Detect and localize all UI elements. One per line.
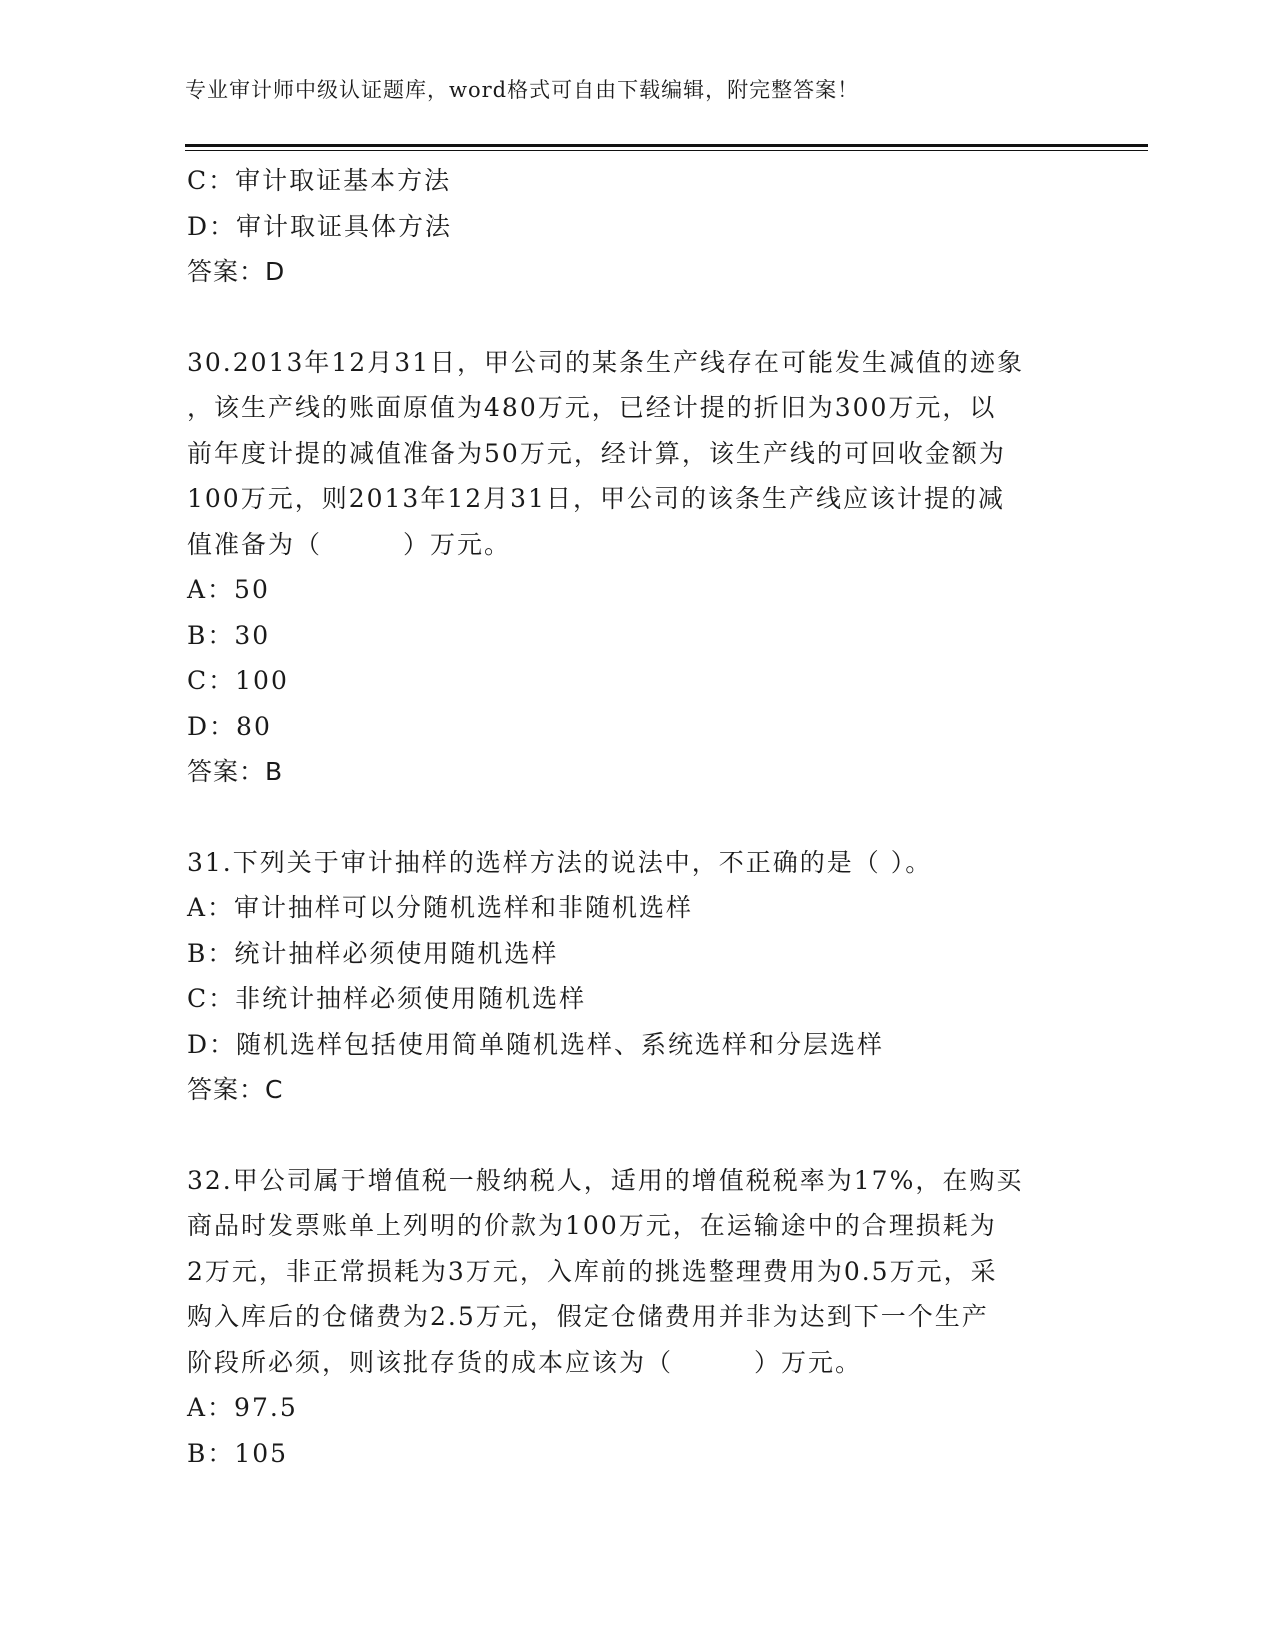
question-stem-line: 购入库后的仓储费为2.5万元，假定仓储费用并非为达到下一个生产 <box>187 1302 989 1331</box>
option-line: C：审计取证基本方法 <box>187 166 452 195</box>
question-content <box>187 158 1087 1476</box>
option-line: D：随机选样包括使用简单随机选样、系统选样和分层选样 <box>187 1029 885 1059</box>
question-stem-line: 前年度计提的减值准备为50万元，经计算，该生产线的可回收金额为 <box>187 438 1006 468</box>
question-stem-line: 32.甲公司属于增值税一般纳税人，适用的增值税税率为17%，在购买 <box>187 1165 1024 1195</box>
option-line: B：30 <box>187 620 271 650</box>
option-line: A：50 <box>187 575 270 604</box>
answer-line: 答案：D <box>187 257 286 286</box>
question-stem-line: 值准备为（ ）万元。 <box>187 529 512 559</box>
document-header-note: 专业审计师中级认证题库，word格式可自由下载编辑，附完整答案！ <box>185 78 860 102</box>
option-line: B：统计抽样必须使用随机选样 <box>187 938 559 968</box>
answer-line: 答案：C <box>187 1075 284 1104</box>
header-rule-thin <box>185 150 1148 151</box>
option-line: D：审计取证具体方法 <box>187 211 453 241</box>
header-rule-thick <box>185 144 1148 147</box>
answer-line: 答案：B <box>187 757 284 786</box>
option-line: D：80 <box>187 711 272 741</box>
question-stem-line: 31.下列关于审计抽样的选样方法的说法中，不正确的是（ ）。 <box>187 847 933 877</box>
option-line: A：审计抽样可以分随机选样和非随机选样 <box>187 893 694 922</box>
question-stem-line: 商品时发票账单上列明的价款为100万元，在运输途中的合理损耗为 <box>187 1211 997 1240</box>
option-line: C：100 <box>187 666 289 695</box>
option-line: B：105 <box>187 1438 289 1468</box>
question-stem-line: 100万元，则2013年12月31日，甲公司的该条生产线应该计提的减 <box>187 484 1005 513</box>
option-line: A：97.5 <box>187 1393 298 1422</box>
question-stem-line: 30.2013年12月31日，甲公司的某条生产线存在可能发生减值的迹象 <box>187 347 1025 377</box>
question-stem-line: 2万元，非正常损耗为3万元，入库前的挑选整理费用为0.5万元，采 <box>187 1256 998 1286</box>
option-line: C：非统计抽样必须使用随机选样 <box>187 984 587 1013</box>
question-stem-line: 阶段所必须，则该批存货的成本应该为（ ）万元。 <box>187 1347 863 1377</box>
question-stem-line: ，该生产线的账面原值为480万元，已经计提的折旧为300万元，以 <box>187 393 997 422</box>
